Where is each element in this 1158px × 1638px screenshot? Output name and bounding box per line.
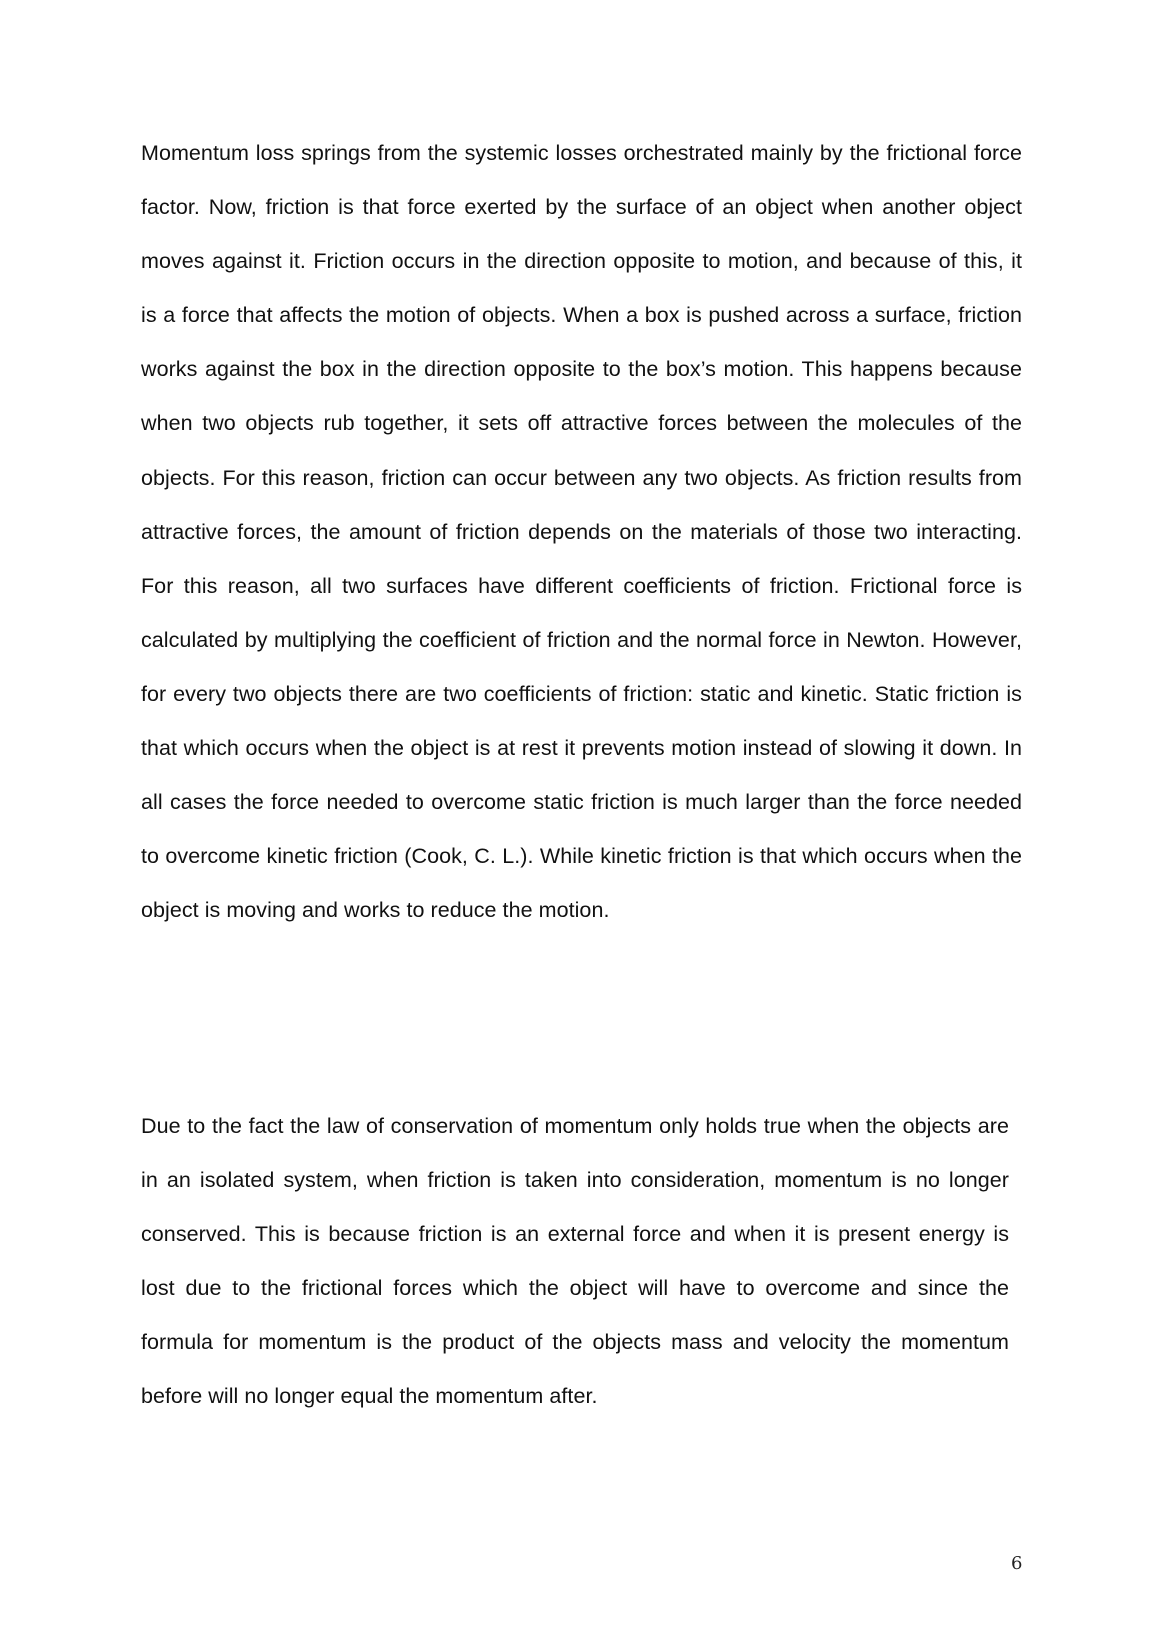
- body-paragraph-friction: Momentum loss springs from the systemic losses orchestrated mainly by the frictional force factor. Now, friction is that force exerted by the surface of an object when another object moves against it. Friction occurs in the direction opposite to motion, and because of this, it is a force that affects the motion of objects. When a box is pushed across a surface, friction works against the box in the direction opposite to the box’s motion. This happens because when two objects rub together, it sets off attractive forces between the molecules of the objects. For this reason, friction can occur between any two objects. As friction results from attractive forces, the amount of friction depends on the materials of those two interacting. For this reason, all two surfaces have different coefficients of friction. Frictional force is calculated by multiplying the coefficient of friction and the normal force in Newton. However, for every two objects there are two coefficients of friction: static and kinetic. Static friction is that which occurs when the object is at rest it prevents motion instead of slowing it down. In all cases the force needed to overcome static friction is much larger than the force needed to overcome kinetic friction (Cook, C. L.). While kinetic friction is that which occurs when the object is moving and works to reduce the motion.: [141, 141, 1022, 923]
- page-number: 6: [1011, 1553, 1023, 1574]
- body-paragraph-momentum-conservation: Due to the fact the law of conservation of momentum only holds true when the objects are in an isolated system, when friction is taken into consideration, momentum is no longer conserved. This is because friction is an external force and when it is present energy is lost due to the frictional forces which the object will have to overcome and since the formula for momentum is the product of the objects mass and velocity the momentum before will no longer equal the momentum after.: [141, 1114, 1009, 1409]
